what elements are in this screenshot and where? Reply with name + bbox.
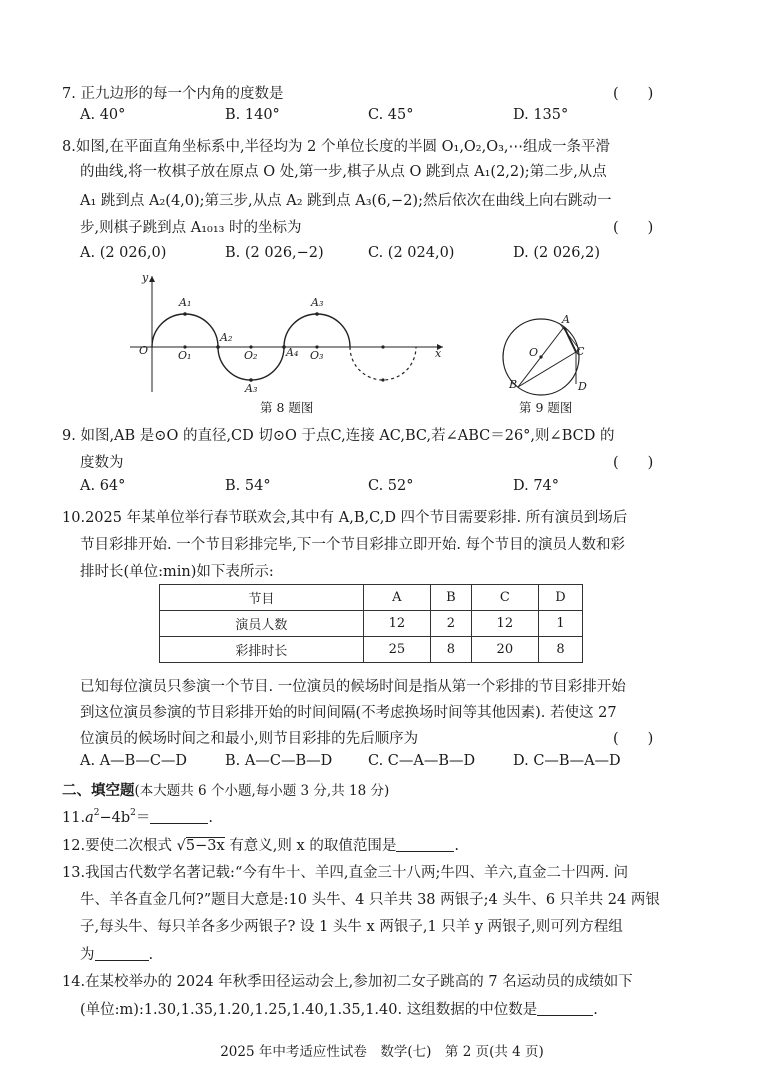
table-header-cell: D [539, 585, 583, 611]
q9-option-a: A. 64° [80, 478, 126, 494]
label-a2: A₂ [220, 331, 233, 344]
q10-line-1: 10.2025 年某单位举行春节联欢会,其中有 A,B,C,D 四个节目需要彩排. 所有演员到场后 [62, 510, 628, 526]
q10-options [80, 753, 680, 773]
semicircle-o3 [284, 314, 350, 347]
page-footer: 2025 年中考适应性试卷 数学(七) 第 2 页(共 4 页) [220, 1044, 544, 1060]
q10-option-b: B. A—C—B—D [225, 753, 333, 769]
q7-text: 正九边形的每一个内角的度数是 [80, 86, 284, 102]
q10-line-2: 节目彩排开始. 一个节目彩排完毕,下一个节目彩排立即开始. 每个节目的演员人数和彩 [80, 537, 626, 553]
table-cell: 演员人数 [160, 611, 364, 637]
label-a: A [562, 313, 570, 326]
label-x: x [435, 347, 442, 360]
q8-number: 8. [62, 139, 76, 155]
table-header-row [160, 585, 583, 611]
q7-option-b: B. 140° [225, 107, 280, 123]
table-cell: 25 [363, 637, 430, 663]
q8-option-c: C. (2 024,0) [368, 245, 455, 261]
table-cell: 1 [539, 611, 583, 637]
q8-option-b: B. (2 026,−2) [225, 245, 324, 261]
figure-8-caption: 第 8 题图 [260, 400, 314, 415]
q9-option-c: C. 52° [368, 478, 414, 494]
label-o3: O₃ [310, 349, 324, 362]
table-cell: 20 [471, 637, 538, 663]
figure-9-caption: 第 9 题图 [519, 400, 573, 415]
q7-option-d: D. 135° [513, 107, 569, 123]
sqrt-symbol: √ [176, 838, 186, 854]
q10-option-d: D. C—B—A—D [513, 753, 621, 769]
q11-answer-blank[interactable] [150, 810, 208, 824]
label-o2: O₂ [244, 349, 258, 362]
q10-line-5: 到这位演员参演的节目彩排开始的时间间隔(不考虑换场时间等其他因素). 若使这 27 [80, 705, 617, 721]
label-a3-top: A₃ [311, 296, 324, 309]
q8-option-d: D. (2 026,2) [513, 245, 600, 261]
figure-8-semicircle-curve [125, 268, 455, 398]
q7-number: 7. [62, 86, 76, 102]
q10-line-6: 位演员的候场时间之和最小,则节目彩排的先后顺序为 [80, 731, 419, 747]
q14-line-2: (单位:m):1.30,1.35,1.20,1.25,1.40,1.35,1.40. 这组数据的中位数是 . [80, 1002, 598, 1018]
q8-line-3: A₁ 跳到点 A₂(4,0);第三步,从点 A₂ 跳到点 A₃(6,−2);然后依次在曲线上向右跳动一 [80, 193, 612, 209]
label-y: y [142, 271, 149, 284]
q7-option-c: C. 45° [368, 107, 414, 123]
q8-option-a: A. (2 026,0) [80, 245, 167, 261]
q13-line-4: 为 . [80, 947, 154, 963]
radicand: 5−3x [185, 838, 225, 854]
rehearsal-table [159, 584, 583, 663]
table-cell: 2 [431, 611, 472, 637]
q9-line-1: 9. 如图,AB 是⊙O 的直径,CD 切⊙O 于点C,连接 AC,BC,若∠ABC＝26°,则∠BCD 的 [62, 428, 615, 444]
q7-option-a: A. 40° [80, 107, 126, 123]
q10-line-3: 排时长(单位:min)如下表所示: [80, 564, 274, 580]
q7-stem [62, 82, 283, 103]
q9-option-b: B. 54° [225, 478, 271, 494]
q10-answer-bracket: ( ) [613, 731, 654, 747]
q13-number: 13. [62, 865, 86, 881]
q13-line-3: 子,每头牛、每只羊各多少两银子? 设 1 头牛 x 两银子,1 只羊 y 两银子,则可列方程组 [80, 919, 623, 935]
q13-line-2: 牛、羊各直金几何?”题目大意是:10 头牛、4 只羊共 38 两银子;4 头牛、6 只羊共 24 两银 [80, 892, 660, 908]
q10-line-4: 已知每位演员只参演一个节目. 一位演员的候场时间是指从第一个彩排的节目彩排开始 [80, 679, 626, 695]
label-c: C [576, 345, 585, 358]
q7-answer-bracket: ( ) [613, 86, 654, 102]
q13-answer-blank[interactable] [95, 947, 149, 961]
q11-number: 11. [62, 810, 86, 826]
label-a4: A₄ [286, 346, 299, 359]
section-2-note: (本大题共 6 个小题,每小题 3 分,共 18 分) [134, 783, 390, 799]
q13-line-1: 13.我国古代数学名著记载:“今有牛十、羊四,直金三十八两;牛四、羊六,直金二十四两. 问 [62, 865, 629, 881]
table-cell: 8 [431, 637, 472, 663]
semicircle-dashed [350, 347, 416, 380]
label-o: O [529, 346, 539, 359]
q10-number: 10. [62, 510, 86, 526]
table-cell: 12 [471, 611, 538, 637]
q9-options [80, 478, 680, 498]
q7-options [80, 107, 680, 127]
label-origin: O [139, 344, 149, 357]
q9-line-2: 度数为 [80, 455, 124, 471]
q11-stem: $11.a^2-4b^2=$ . [62, 808, 213, 826]
label-d: D [578, 380, 587, 393]
table-row [160, 611, 583, 637]
label-o1: O₁ [178, 349, 192, 362]
q14-line-1: 14.在某校举办的 2024 年秋季田径运动会上,参加初二女子跳高的 7 名运动员的成绩如下 [62, 974, 633, 990]
section-2-title: 二、填空题 [62, 782, 135, 799]
q8-answer-bracket: ( ) [613, 220, 654, 236]
q10-option-a: A. A—B—C—D [80, 753, 188, 769]
table-cell: 彩排时长 [160, 637, 364, 663]
q10-option-c: C. C—A—B—D [368, 753, 476, 769]
q8-line-1: 8.如图,在平面直角坐标系中,半径均为 2 个单位长度的半圆 O₁,O₂,O₃,⋯组成一条平滑 [62, 139, 611, 155]
table-header-cell: 节目 [160, 585, 364, 611]
q9-option-d: D. 74° [513, 478, 560, 494]
q9-answer-bracket: ( ) [613, 455, 654, 471]
q14-answer-blank[interactable] [537, 1002, 593, 1016]
label-a1: A₁ [179, 296, 192, 309]
section-2-heading [62, 779, 389, 800]
table-cell: 8 [539, 637, 583, 663]
table-row [160, 637, 583, 663]
q12-answer-blank[interactable] [396, 838, 454, 852]
figure-9-circle-tangent [498, 310, 598, 400]
q12-number: 12. [62, 838, 86, 854]
table-header-cell: B [431, 585, 472, 611]
q12-stem: 12.要使二次根式 √5−3x 有意义,则 x 的取值范围是 . [62, 838, 459, 854]
q8-line-4: 步,则棋子跳到点 A₁₀₁₃ 时的坐标为 [80, 220, 302, 236]
q9-number: 9. [62, 428, 76, 444]
table-header-cell: A [363, 585, 430, 611]
q14-number: 14. [62, 974, 86, 990]
q8-options [80, 245, 680, 265]
label-a3: A₃ [245, 382, 258, 395]
table-header-cell: C [471, 585, 538, 611]
q8-line-2: 的曲线,将一枚棋子放在原点 O 处,第一步,棋子从点 O 跳到点 A₁(2,2);第二步,从点 [80, 164, 607, 180]
table-cell: 12 [363, 611, 430, 637]
semicircle-o1 [152, 314, 218, 347]
label-b: B [509, 378, 518, 391]
